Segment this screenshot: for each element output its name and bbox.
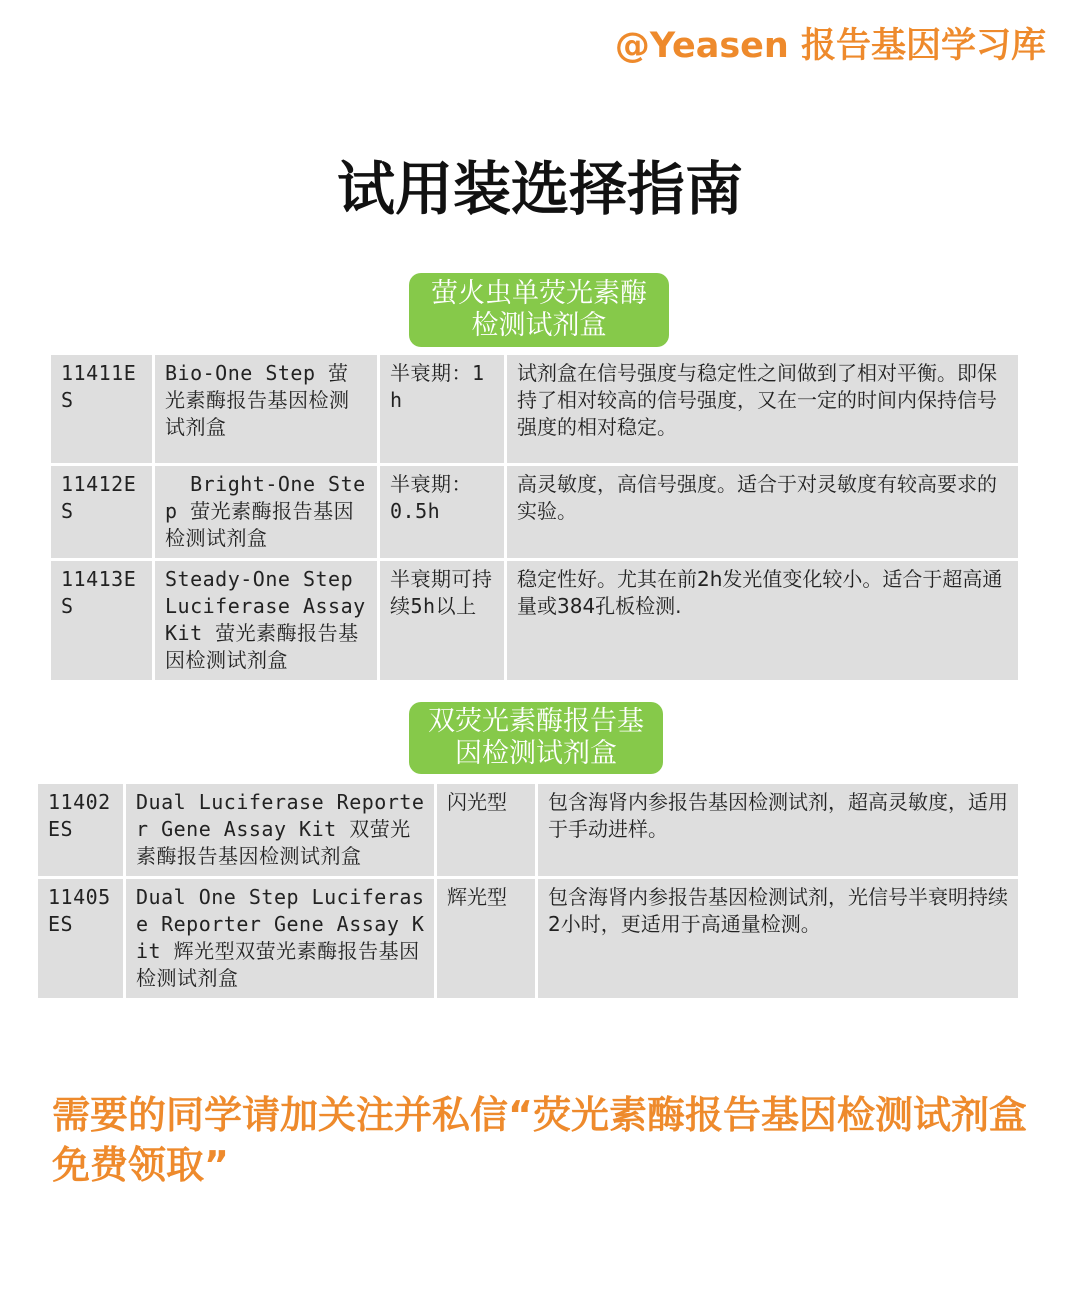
luminescence-type: 闪光型	[437, 784, 535, 876]
product-name: Dual Luciferase Reporter Gene Assay Kit 双萤光素酶报告基因检测试剂盒	[126, 784, 434, 876]
section-label-line: 双荧光素酶报告基	[428, 706, 644, 737]
section-label-line: 萤火虫单荧光素酶	[431, 278, 647, 309]
product-code: 11402ES	[38, 784, 123, 876]
product-name: Steady-One Step Luciferase Assay Kit 萤光素酶报告基因检测试剂盒	[155, 561, 377, 680]
table-row	[51, 466, 1018, 558]
section-label-dual	[409, 702, 663, 774]
product-description: 稳定性好。尤其在前2h发光值变化较小。适合于超高通量或384孔板检测.	[507, 561, 1018, 680]
product-name: Dual One Step Luciferase Reporter Gene Assay Kit 辉光型双萤光素酶报告基因检测试剂盒	[126, 879, 434, 998]
half-life: 半衰期：0.5h	[380, 466, 504, 558]
section-label-line: 因检测试剂盒	[455, 738, 617, 769]
page-title: 试用装选择指南	[336, 155, 743, 223]
luminescence-type: 辉光型	[437, 879, 535, 998]
product-name: Bio-One Step 萤光素酶报告基因检测试剂盒	[155, 355, 377, 463]
half-life: 半衰期可持续5h以上	[380, 561, 504, 680]
product-name: Bright-One Step 萤光素酶报告基因检测试剂盒	[155, 466, 377, 558]
half-life: 半衰期：1h	[380, 355, 504, 463]
product-code: 11411ES	[51, 355, 152, 463]
product-description: 包含海肾内参报告基因检测试剂，超高灵敏度，适用于手动进样。	[538, 784, 1018, 876]
table-row	[38, 784, 1018, 876]
product-description: 试剂盒在信号强度与稳定性之间做到了相对平衡。即保持了相对较高的信号强度，又在一定的时间内保持信号强度的相对稳定。	[507, 355, 1018, 463]
product-code: 11413ES	[51, 561, 152, 680]
brand-watermark: @Yeasen 报告基因学习库	[614, 26, 1046, 66]
call-to-action: 需要的同学请加关注并私信“荧光素酶报告基因检测试剂盒免费领取”	[52, 1093, 1027, 1187]
table-row	[38, 879, 1018, 998]
section-label-line: 检测试剂盒	[471, 310, 607, 341]
table-row	[51, 355, 1018, 463]
section-label-firefly	[409, 273, 669, 347]
product-description: 包含海肾内参报告基因检测试剂，光信号半衰明持续2小时，更适用于高通量检测。	[538, 879, 1018, 998]
table-row	[51, 561, 1018, 680]
product-code: 11412ES	[51, 466, 152, 558]
dual-kit-table	[35, 781, 1021, 1001]
firefly-kit-table	[48, 352, 1021, 683]
product-description: 高灵敏度，高信号强度。适合于对灵敏度有较高要求的实验。	[507, 466, 1018, 558]
product-code: 11405ES	[38, 879, 123, 998]
